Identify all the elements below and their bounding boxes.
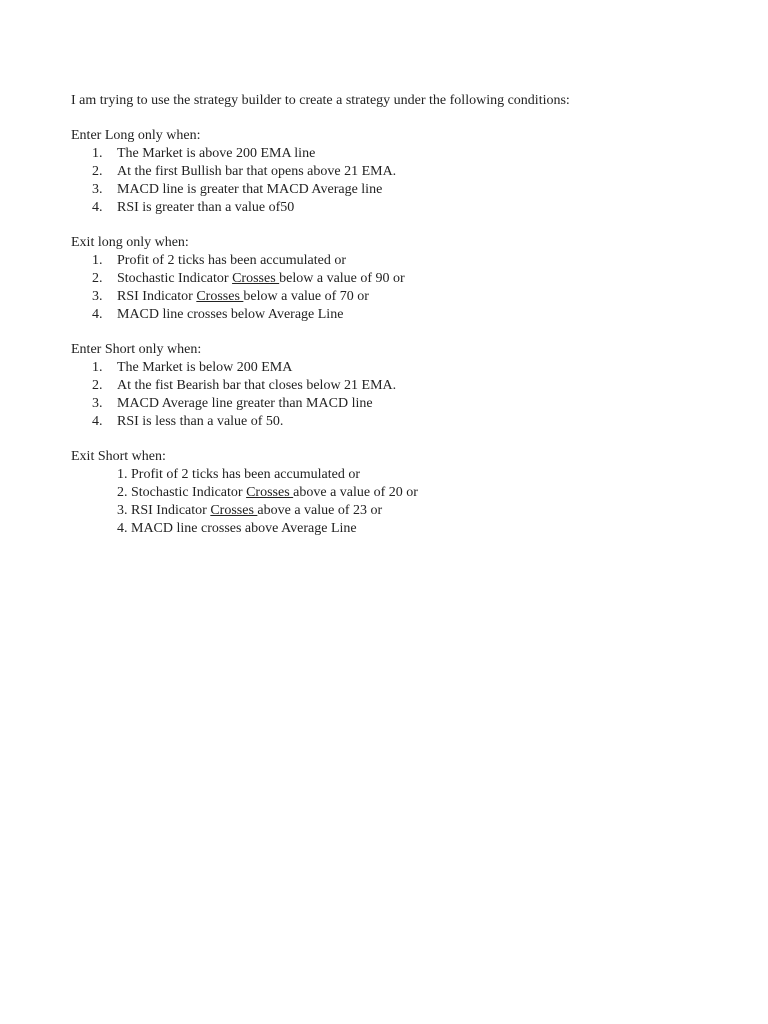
item-number: 4. (92, 200, 103, 215)
underlined-term: Crosses (232, 271, 280, 286)
item-text: MACD Average line greater than MACD line (117, 396, 373, 411)
item-text: The Market is above 200 EMA line (117, 146, 316, 161)
item-number: 2. (117, 485, 128, 500)
item-text: Profit of 2 ticks has been accumulated or (131, 467, 360, 482)
item-number: 3. (92, 396, 103, 411)
item-text: Profit of 2 ticks has been accumulated or (117, 253, 346, 268)
item-text (131, 502, 382, 520)
underlined-term: Crosses (210, 503, 258, 518)
item-number: 1. (92, 360, 103, 375)
section-heading: Exit Short when: (71, 449, 166, 464)
section-heading: Exit long only when: (71, 235, 189, 250)
item-text-part: Stochastic Indicator (117, 271, 233, 286)
item-number: 1. (92, 253, 103, 268)
item-text (117, 288, 369, 306)
item-number: 2. (92, 164, 103, 179)
item-text-part: RSI Indicator (131, 503, 211, 518)
underlined-term: Crosses (246, 485, 294, 500)
item-text (117, 270, 405, 288)
section-heading: Enter Long only when: (71, 128, 201, 143)
item-number: 3. (92, 182, 103, 197)
item-number: 1. (117, 467, 128, 482)
item-text-part: above a value of 23 or (257, 503, 383, 518)
item-text-part: above a value of 20 or (293, 485, 418, 500)
item-text: At the fist Bearish bar that closes below 21 EMA. (117, 378, 397, 393)
item-text-part: RSI Indicator (117, 289, 197, 304)
item-text: MACD line crosses above Average Line (131, 521, 357, 536)
item-number: 4. (92, 307, 103, 322)
item-text: At the first Bullish bar that opens above 21 EMA. (117, 164, 397, 179)
item-number: 4. (92, 414, 103, 429)
underlined-term: Crosses (196, 289, 244, 304)
section-heading: Enter Short only when: (71, 342, 202, 357)
item-number: 2. (92, 378, 103, 393)
item-number: 3. (92, 289, 103, 304)
item-text: The Market is below 200 EMA (117, 360, 293, 375)
item-text: RSI is greater than a value of50 (117, 200, 295, 215)
item-text-part: below a value of 90 or (279, 271, 405, 286)
item-number: 2. (92, 271, 103, 286)
intro-text: I am trying to use the strategy builder to create a strategy under the following conditions: (71, 93, 570, 108)
item-text: RSI is less than a value of 50. (117, 414, 284, 429)
item-number: 3. (117, 503, 128, 518)
item-text: MACD line is greater that MACD Average line (117, 182, 383, 197)
item-text: MACD line crosses below Average Line (117, 307, 344, 322)
item-text-part: Stochastic Indicator (131, 485, 247, 500)
item-text (131, 484, 418, 502)
item-number: 1. (92, 146, 103, 161)
item-text-part: below a value of 70 or (243, 289, 369, 304)
item-number: 4. (117, 521, 128, 536)
